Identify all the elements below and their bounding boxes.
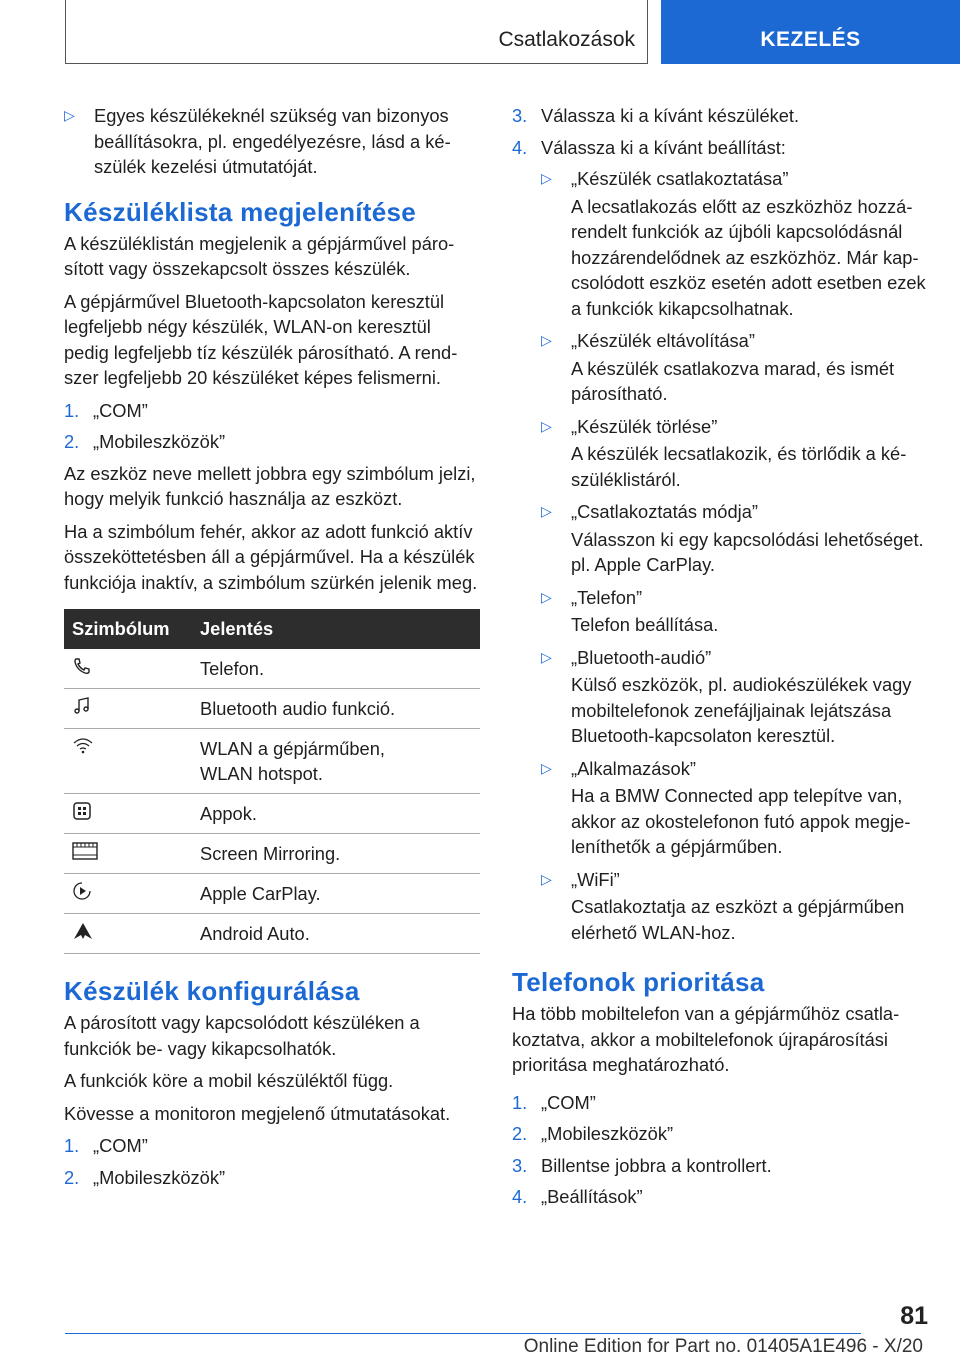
- triangle-bullet-icon: ▷: [541, 870, 552, 887]
- step-item: 3. Billentse jobbra a kontrollert.: [512, 1154, 772, 1176]
- paragraph: Ha a szimbólum fehér, akkor az adott funkció aktív összeköttetésben áll a gépjárművel. Ha a készülék funkciója inaktív, a szimbólum szürkén jelenik meg.: [64, 520, 478, 593]
- triangle-bullet-icon: ▷: [541, 170, 552, 186]
- option-description: A készülék csatlakozva marad, és ismét párosítható.: [571, 357, 895, 404]
- heading-device-config: Készülék konfigurálása: [64, 976, 360, 1006]
- apps-icon: [72, 801, 184, 821]
- paragraph: A készüléklistán megjelenik a gépjárművel párosított vagy összekapcsolt összes készülék.: [64, 232, 455, 279]
- header-section-box: [65, 0, 648, 64]
- option-description: Csatlakoztatja az eszközt a gépjárműben elérhető WLAN-hoz.: [571, 896, 905, 943]
- step-item: 2. „Mobileszközök”: [64, 431, 226, 452]
- option-title: ▷ „Készülék eltávolítása”: [512, 328, 926, 354]
- table-header-meaning: Jelentés: [192, 609, 480, 649]
- option-description: Ha a BMW Connected app telepítve van, akkor az okostelefonon futó appok megjeleníthetők a gépjárműben.: [571, 785, 911, 857]
- option-title: ▷ „Csatlakoztatás módja”: [512, 499, 926, 525]
- table-row: Telefon.: [64, 649, 480, 689]
- paragraph: Kövesse a monitoron megjelenő útmutatásokat.: [64, 1102, 451, 1124]
- left-column: [64, 103, 480, 1196]
- option-description: A lecsatlakozás előtt az eszközhöz hozzárendelt funkciók az újbóli kapcsolódásnál hozzárendelődnek az eszközhöz. Már kapcsolódott eszköz esetén adott esetben ezek a funkciók kikapcsolhatnak.: [571, 195, 926, 319]
- page-number: 81: [900, 1302, 928, 1330]
- paragraph: A funkciók köre a mobil készüléktől függ.: [64, 1070, 394, 1091]
- paragraph: A párosított vagy kapcsolódott készüléken a funkciók be- vagy kikapcsolhatók.: [64, 1012, 420, 1059]
- heading-phone-priority: Telefonok prioritása: [512, 967, 765, 997]
- carplay-icon: [72, 881, 184, 901]
- right-column: [512, 103, 926, 1216]
- triangle-bullet-icon: ▷: [541, 588, 552, 605]
- table-row: Apple CarPlay.: [64, 874, 480, 914]
- phone-icon: [72, 656, 184, 676]
- step-item: 1. „COM”: [512, 1091, 596, 1113]
- option-description: Külső eszközök, pl. audiokészülékek vagy mobiltelefonok zenefájljainak lejátszása Bluetooth-kapcsolaton keresztül.: [571, 674, 912, 746]
- paragraph: Ha több mobiltelefon van a gépjárműhöz csatlakoztatva, akkor a mobiltelefonok újrapárosítási prioritása meghatározható.: [512, 1003, 900, 1075]
- table-row: WLAN a gépjárműben, WLAN hotspot.: [64, 729, 480, 794]
- triangle-bullet-icon: ▷: [541, 332, 552, 348]
- option-description: Válasszon ki egy kapcsolódási lehetőséget. pl. Apple CarPlay.: [571, 528, 924, 575]
- table-row: Bluetooth audio funkció.: [64, 689, 480, 729]
- triangle-bullet-icon: ▷: [541, 417, 552, 434]
- option-title: ▷ „WiFi”: [512, 867, 926, 893]
- music-note-icon: [72, 696, 184, 716]
- option-title: ▷ „Bluetooth-audió”: [512, 645, 926, 671]
- header-section-title: Csatlakozások: [498, 28, 635, 51]
- intro-bullet: ▷ Egyes készülékeknél szükség van bizonyos beállításokra, pl. engedélyezésre, lásd a készülék kezelési útmutatóját.: [64, 105, 451, 177]
- step-item: 1. „COM”: [64, 399, 148, 421]
- footer-divider: [65, 1333, 861, 1334]
- wifi-icon: [72, 736, 184, 756]
- heading-device-list: Készüléklista megjelenítése: [64, 196, 417, 227]
- option-title: ▷ „Készülék csatlakoztatása”: [512, 166, 926, 192]
- android-auto-icon: [72, 921, 184, 941]
- option-description: A készülék lecsatlakozik, és törlődik a készüléklistáról.: [571, 443, 907, 490]
- symbol-table: [64, 609, 480, 954]
- header-chapter-title: KEZELÉS: [760, 28, 861, 51]
- step-item: 2. „Mobileszközök”: [64, 1166, 226, 1188]
- table-header-symbol: Szimbólum: [64, 609, 192, 649]
- option-title: ▷ „Telefon”: [512, 585, 926, 611]
- step-item: 1. „COM”: [64, 1135, 148, 1156]
- paragraph: A gépjárművel Bluetooth-kapcsolaton keresztül legfeljebb négy készülék, WLAN-on keresztül pedig legfeljebb tíz készülék párosítható. A rendszer legfeljebb 20 készüléket képes felismerni.: [64, 290, 458, 388]
- table-row: Appok.: [64, 794, 480, 834]
- option-description: Telefon beállítása.: [571, 614, 719, 635]
- edition-note: Online Edition for Part no. 01405A1E496 - X/20: [523, 1336, 923, 1357]
- option-title: ▷ „Készülék törlése”: [512, 414, 926, 440]
- step-item: 4. Válassza ki a kívánt beállítást:: [512, 136, 786, 158]
- paragraph: Az eszköz neve mellett jobbra egy szimbólum jelzi, hogy melyik funkció használja az eszközt.: [64, 462, 476, 509]
- triangle-bullet-icon: ▷: [541, 759, 552, 776]
- screen-mirroring-icon: [72, 841, 184, 861]
- table-row: Screen Mirroring.: [64, 834, 480, 874]
- triangle-bullet-icon: ▷: [64, 107, 75, 123]
- triangle-bullet-icon: ▷: [541, 648, 552, 665]
- step-item: 3. Válassza ki a kívánt készüléket.: [512, 105, 800, 126]
- table-row: Android Auto.: [64, 914, 480, 954]
- step-item: 2. „Mobileszközök”: [512, 1123, 674, 1144]
- triangle-bullet-icon: ▷: [541, 503, 552, 519]
- header-chapter-tab: [661, 0, 960, 64]
- step-item: 4. „Beállítások”: [512, 1186, 643, 1207]
- option-title: ▷ „Alkalmazások”: [512, 756, 926, 782]
